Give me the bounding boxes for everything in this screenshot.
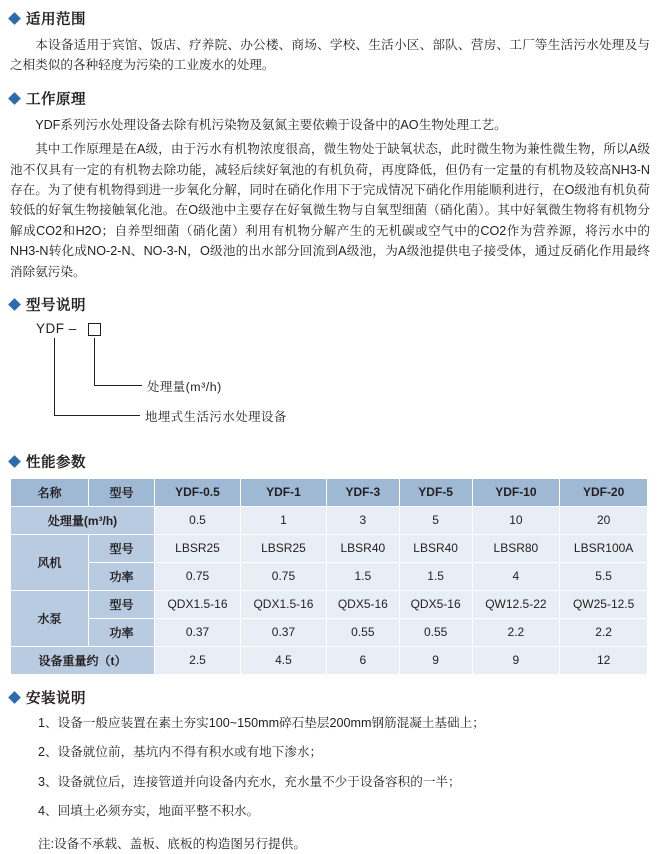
list-item: 2、设备就位前，基坑内不得有积水或有地下渗水； [38, 745, 323, 760]
section-model-title: 型号说明 [26, 297, 86, 314]
section-scope-heading [10, 8, 650, 29]
table-cell: LBSR40 [399, 534, 472, 562]
table-header-cell: 型号 [89, 478, 155, 506]
model-prefix-label [36, 321, 77, 336]
section-install [10, 687, 650, 854]
model-caption-device: 地埋式生活污水处理设备 [145, 409, 287, 424]
table-cell: 0.55 [326, 618, 399, 646]
table-cell: QDX1.5-16 [155, 590, 241, 618]
table-cell: QDX1.5-16 [240, 590, 326, 618]
section-install-heading [10, 687, 650, 708]
table-cell: 9 [472, 646, 560, 674]
table-cell: 0.75 [155, 562, 241, 590]
table-header-cell: YDF-20 [560, 478, 648, 506]
leader-line-device-horizontal [54, 415, 140, 416]
model-caption-flow: 处理量(m³/h) [147, 379, 222, 394]
table-cell: QW12.5-22 [472, 590, 560, 618]
table-header-cell: YDF-3 [326, 478, 399, 506]
table-cell: 10 [472, 506, 560, 534]
table-cell: 1.5 [399, 562, 472, 590]
diamond-bullet-icon [8, 12, 21, 25]
section-performance [10, 451, 650, 675]
row-group-label-pump: 水泵 [11, 590, 89, 646]
list-item: 3、设备就位后，连接管道并向设备内充水，充水量不少于设备容积的一半； [38, 774, 461, 789]
table-header-cell: YDF-5 [399, 478, 472, 506]
table-header-cell: YDF-10 [472, 478, 560, 506]
table-cell: 4.5 [240, 646, 326, 674]
model-empty-box [88, 323, 101, 336]
table-row [11, 534, 648, 562]
table-cell: LBSR100A [560, 534, 648, 562]
table-cell: 2.2 [560, 618, 648, 646]
table-cell: 0.37 [240, 618, 326, 646]
table-row [11, 590, 648, 618]
table-cell: 2.5 [155, 646, 241, 674]
table-cell: 2.2 [472, 618, 560, 646]
table-cell: 0.55 [399, 618, 472, 646]
table-header-row [11, 478, 648, 506]
section-scope-title: 适用范围 [26, 12, 86, 28]
section-model [10, 294, 650, 439]
table-row [11, 562, 648, 590]
row-sublabel-power: 功率 [89, 618, 155, 646]
table-cell: 1 [240, 506, 326, 534]
table-cell: QDX5-16 [399, 590, 472, 618]
model-dash-text: – [68, 320, 77, 336]
table-cell: 0.5 [155, 506, 241, 534]
table-cell: 0.75 [240, 562, 326, 590]
section-scope [10, 8, 650, 76]
table-cell: 0.37 [155, 618, 241, 646]
table-cell: 3 [326, 506, 399, 534]
table-cell: QW25-12.5 [560, 590, 648, 618]
diamond-bullet-icon [8, 92, 21, 105]
table-cell: QDX5-16 [326, 590, 399, 618]
section-install-title: 安装说明 [26, 690, 86, 707]
section-scope-paragraph: 本设备适用于宾馆、饭店、疗养院、办公楼、商场、学校、生活小区、部队、营房、工厂等生活污水处理及与之相类似的各种轻度为污染的工业废水的处理。 [10, 38, 650, 73]
table-cell: 1.5 [326, 562, 399, 590]
diamond-bullet-icon [8, 298, 21, 311]
table-header-cell: YDF-0.5 [155, 478, 241, 506]
section-principle-title: 工作原理 [26, 91, 86, 108]
model-prefix-text: YDF [36, 320, 65, 336]
table-row [11, 646, 648, 674]
leader-line-device-vertical [54, 338, 55, 416]
leader-line-flow-horizontal [94, 385, 142, 386]
list-item: 4、回填土必须夯实，地面平整不积水。 [38, 804, 260, 819]
section-principle-heading [10, 88, 650, 109]
performance-table [10, 478, 648, 675]
leader-line-flow-vertical [94, 338, 95, 386]
section-principle-paragraph-2: 其中工作原理是在A级，由于污水有机物浓度很高，微生物处于缺氧状态，此时微生物为兼性微生物，所以A级池不仅具有一定的有机物去除功能，减轻后续好氧池的有机负荷，再度降低，但仍有一定量的有机物及较高NH3-N存在。为了使有机物得到进一步氧化分解，同时在硝化作用下于完成情况下硝化作用能顺利进行，在O级池有机负荷较低的好氧生物接触氧化池。在O级池中主要存在好氧微生物与自氧型细菌（硝化菌）。其中好氧微生物将有机物分解成CO2和H2O；自养型细菌（硝化菌）利用有机物分解产生的无机碳或空气中的CO2作为营养源，将污水中的NH3-N转化成NO-2-N、NO-3-N，O级池的出水部分回流到A级池，为A级池提供电子接受体，通过反硝化作用最终消除氨污染。 [10, 142, 650, 279]
table-row [11, 618, 648, 646]
table-cell: LBSR25 [155, 534, 241, 562]
table-cell: 9 [399, 646, 472, 674]
list-item: 1、设备一般应装置在素土夯实100~150mm碎石垫层200mm钢筋混凝土基础上； [38, 715, 485, 730]
section-principle-paragraph-1: YDF系列污水处理设备去除有机污染物及氨氮主要依赖于设备中的AO生物处理工艺。 [35, 117, 507, 132]
table-cell: LBSR80 [472, 534, 560, 562]
table-cell: 20 [560, 506, 648, 534]
table-cell: LBSR40 [326, 534, 399, 562]
table-cell: LBSR25 [240, 534, 326, 562]
model-diagram [10, 321, 650, 439]
table-header-cell: YDF-1 [240, 478, 326, 506]
diamond-bullet-icon [8, 691, 21, 704]
table-row [11, 506, 648, 534]
section-performance-title: 性能参数 [26, 454, 86, 471]
table-cell: 6 [326, 646, 399, 674]
section-performance-heading [10, 451, 650, 472]
row-sublabel-model: 型号 [89, 534, 155, 562]
table-header-cell: 名称 [11, 478, 89, 506]
table-cell: 12 [560, 646, 648, 674]
section-model-heading [10, 294, 650, 315]
install-note: 注:设备不承载、盖板、底板的构造图另行提供。 [38, 836, 306, 851]
row-sublabel-model: 型号 [89, 590, 155, 618]
section-principle [10, 88, 650, 282]
row-label-flow: 处理量(m³/h) [11, 506, 155, 534]
row-sublabel-power: 功率 [89, 562, 155, 590]
table-cell: 5 [399, 506, 472, 534]
diamond-bullet-icon [8, 455, 21, 468]
table-cell: 5.5 [560, 562, 648, 590]
table-cell: 4 [472, 562, 560, 590]
row-group-label-blower: 风机 [11, 534, 89, 590]
row-label-weight: 设备重量约（t） [11, 646, 155, 674]
